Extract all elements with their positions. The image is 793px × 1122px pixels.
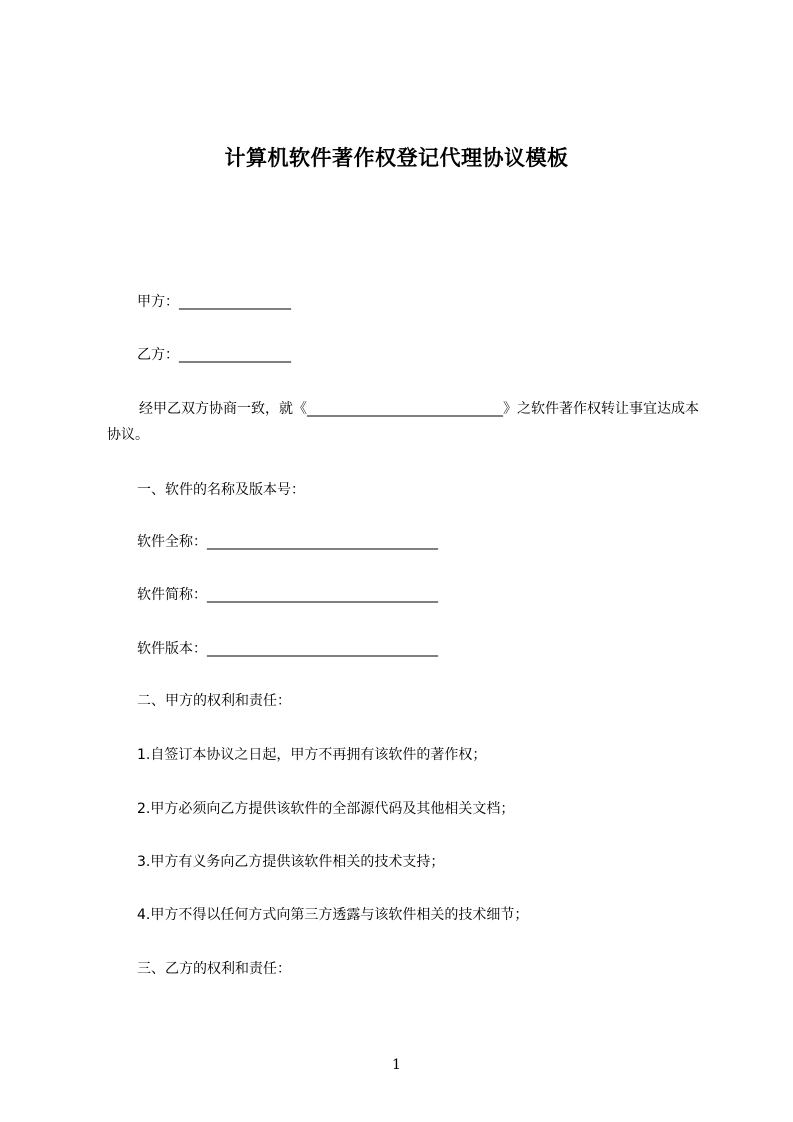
party-a-blank: ________________	[179, 294, 291, 310]
software-full-name-line	[137, 532, 438, 552]
section1-heading: 一、软件的名称及版本号：	[137, 482, 305, 498]
section3-heading: 三、乙方的权利和责任：	[137, 961, 291, 977]
software-short-name-line	[137, 585, 438, 605]
software-short-name-label: 软件简称：	[137, 587, 207, 603]
party-a-line	[137, 292, 291, 312]
software-short-name-blank: _________________________________	[207, 587, 438, 603]
software-full-name-blank: _________________________________	[207, 534, 438, 550]
section2-item: 4.甲方不得以任何方式向第三方透露与该软件相关的技术细节；	[137, 907, 529, 923]
section2-item: 2.甲方必须向乙方提供该软件的全部源代码及其他相关文档；	[137, 801, 515, 817]
software-version-label: 软件版本：	[137, 641, 207, 657]
section2-item: 1.自签订本协议之日起，甲方不再拥有该软件的著作权；	[137, 747, 487, 763]
party-b-line	[137, 345, 291, 365]
section2-heading: 二、甲方的权利和责任：	[137, 693, 291, 709]
intro-paragraph: 经甲乙双方协商一致，就《____________________________》之软件著作权转让事宜达成本协议。	[107, 401, 699, 443]
document-title: 计算机软件著作权登记代理协议模板	[224, 146, 569, 170]
software-full-name-label: 软件全称：	[137, 534, 207, 550]
software-version-blank: _________________________________	[207, 641, 438, 657]
section2-item: 3.甲方有义务向乙方提供该软件相关的技术支持；	[137, 854, 445, 870]
page-number: 1	[392, 1057, 401, 1073]
party-b-label: 乙方：	[137, 347, 179, 363]
party-a-label: 甲方：	[137, 294, 179, 310]
software-version-line	[137, 639, 438, 659]
party-b-blank: ________________	[179, 347, 291, 363]
